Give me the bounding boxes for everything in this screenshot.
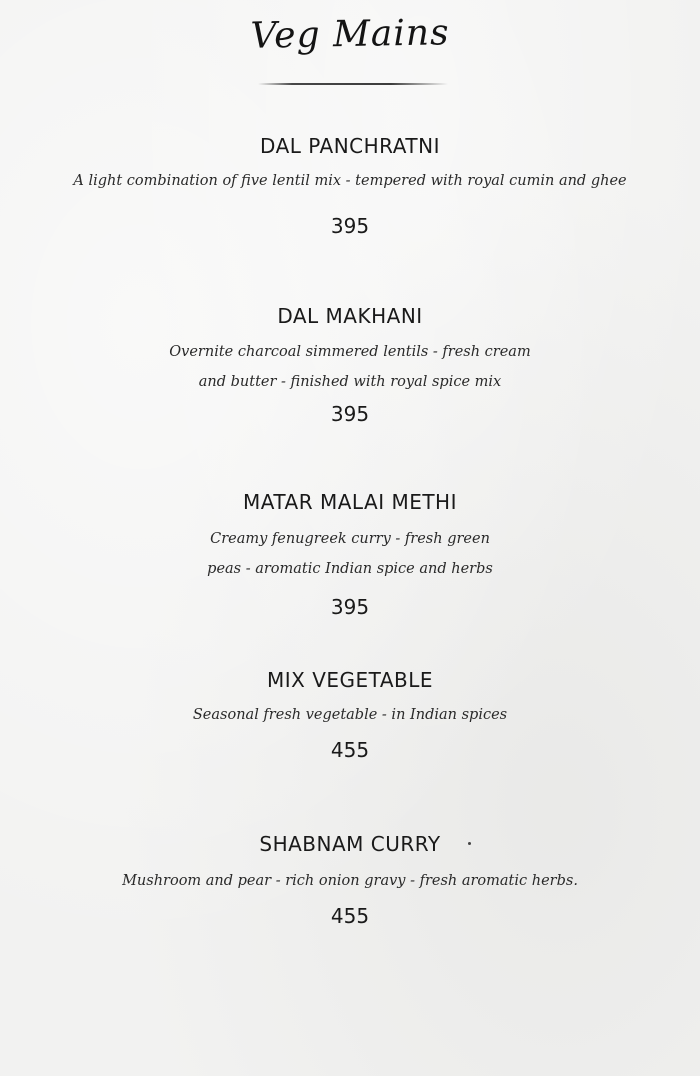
title-underline <box>258 83 448 85</box>
paper-speck <box>468 842 471 845</box>
item-price-shabnam-curry: 455 <box>330 904 370 928</box>
item-description-dal-makhani-line-1: Overnite charcoal simmered lentils - fresh cream <box>169 344 531 360</box>
item-description-matar-malai-methi-line-2: peas - aromatic Indian spice and herbs <box>207 561 493 577</box>
item-description-matar-malai-methi-line-1: Creamy fenugreek curry - fresh green <box>210 531 490 547</box>
item-description-mix-vegetable: Seasonal fresh vegetable - in Indian spices <box>192 707 508 723</box>
item-price-matar-malai-methi: 395 <box>330 595 370 619</box>
item-price-dal-panchratni: 395 <box>330 214 370 238</box>
item-name-dal-makhani: DAL MAKHANI <box>277 304 423 328</box>
item-name-mix-vegetable: MIX VEGETABLE <box>266 668 433 692</box>
page-title: Veg Mains <box>250 12 450 57</box>
item-name-dal-panchratni: DAL PANCHRATNI <box>260 134 440 158</box>
item-price-mix-vegetable: 455 <box>330 738 370 762</box>
item-description-dal-makhani-line-2: and butter - finished with royal spice mix <box>198 374 502 390</box>
item-price-dal-makhani: 395 <box>330 402 370 426</box>
item-name-shabnam-curry: SHABNAM CURRY <box>259 832 441 856</box>
item-name-matar-malai-methi: MATAR MALAI METHI <box>242 490 457 514</box>
item-description-dal-panchratni: A light combination of five lentil mix - tempered with royal cumin and ghee <box>73 173 627 189</box>
item-description-shabnam-curry: Mushroom and pear - rich onion gravy - fresh aromatic herbs. <box>122 873 578 889</box>
